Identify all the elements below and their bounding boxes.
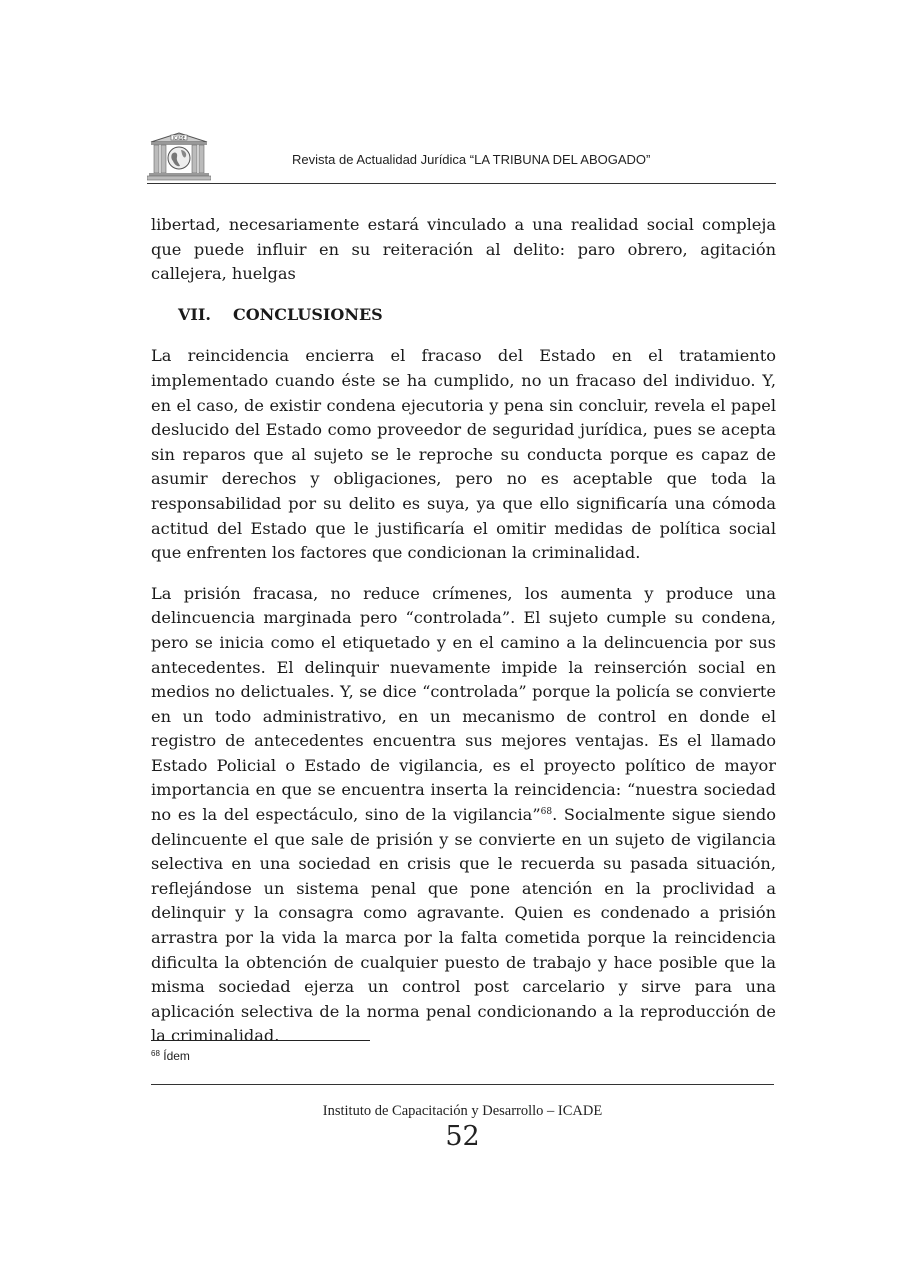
footer-divider	[151, 1084, 774, 1085]
icade-logo-icon	[147, 132, 211, 182]
page-number: 52	[445, 1121, 480, 1152]
footnote-reference[interactable]: 68	[540, 807, 553, 818]
intro-paragraph: libertad, necesariamente estará vinculado a una realidad social compleja que puede influir en su reiteración al delito: paro obrero, agitación callejera, huelgas	[151, 215, 776, 284]
section-number: VII.	[178, 304, 211, 324]
journal-title: Revista de Actualidad Jurídica “LA TRIBUNA DEL ABOGADO”	[292, 152, 651, 167]
footer-institution: Instituto de Capacitación y Desarrollo – ICADE	[322, 1103, 603, 1119]
paragraph-2-text-a: La prisión fracasa, no reduce crímenes, los aumenta y produce una delincuencia marginada pero “controlada”. El sujeto cumple su condena, pero se inicia como el etiquetado y en el camino a la delincuencia por sus antecedentes. El delinquir nuevamente impide la reinserción social en medios no delictuales. Y, se dice “controlada” porque la policía se convierte en un todo administrativo, en un mecanismo de control en donde el registro de antecedentes encuentra sus mejores ventajas. Es el llamado Estado Policial o Estado de vigilancia, es el proyecto político de mayor importancia en que se encuentra inserta la reincidencia: “nuestra sociedad no es la del espectáculo, sino de la vigilancia”	[151, 583, 776, 825]
svg-text:ICADE: ICADE	[172, 135, 186, 141]
header-divider	[147, 183, 776, 184]
document-body	[151, 213, 776, 1065]
conclusion-paragraph-1: La reincidencia encierra el fracaso del Estado en el tratamiento implementado cuando éste se ha cumplido, no un fracaso del individuo. Y, en el caso, de existir condena ejecutoria y pena sin concluir, revela el papel deslucido del Estado como proveedor de seguridad jurídica, pues se acepta sin reparos que al sujeto se le reproche su conducta porque es capaz de asumir derechos y obligaciones, pero no es aceptable que toda la responsabilidad por su delito es suya, ya que ello significaría una cómoda actitud del Estado que le justificaría el omitir medidas de política social que enfrenten los factores que condicionan la criminalidad.	[151, 346, 776, 563]
footnote-divider	[151, 1040, 370, 1041]
page-header	[147, 130, 776, 185]
footnote-number: 68	[151, 1049, 160, 1058]
footnote-text: Ídem	[163, 1049, 190, 1063]
section-heading	[151, 303, 776, 328]
section-title: CONCLUSIONES	[233, 304, 383, 324]
footnote	[151, 1049, 190, 1063]
paragraph-2-text-b: . Socialmente sigue siendo delincuente el que sale de prisión y se convierte en un sujeto de vigilancia selectiva en una sociedad en crisis que le recuerda su pasada situación, reflejándose un sistema penal que pone atención en la proclividad a delinquir y la consagra como agravante. Quien es condenado a prisión arrastra por la vida la marca por la falta cometida porque la reincidencia dificulta la obtención de cualquier puesto de trabajo y hace posible que la misma sociedad ejerza un control post carcelario y sirve para una aplicación selectiva de la norma penal condicionando a la reproducción de la criminalidad.	[151, 805, 776, 1046]
conclusion-paragraph-2	[151, 582, 776, 1049]
